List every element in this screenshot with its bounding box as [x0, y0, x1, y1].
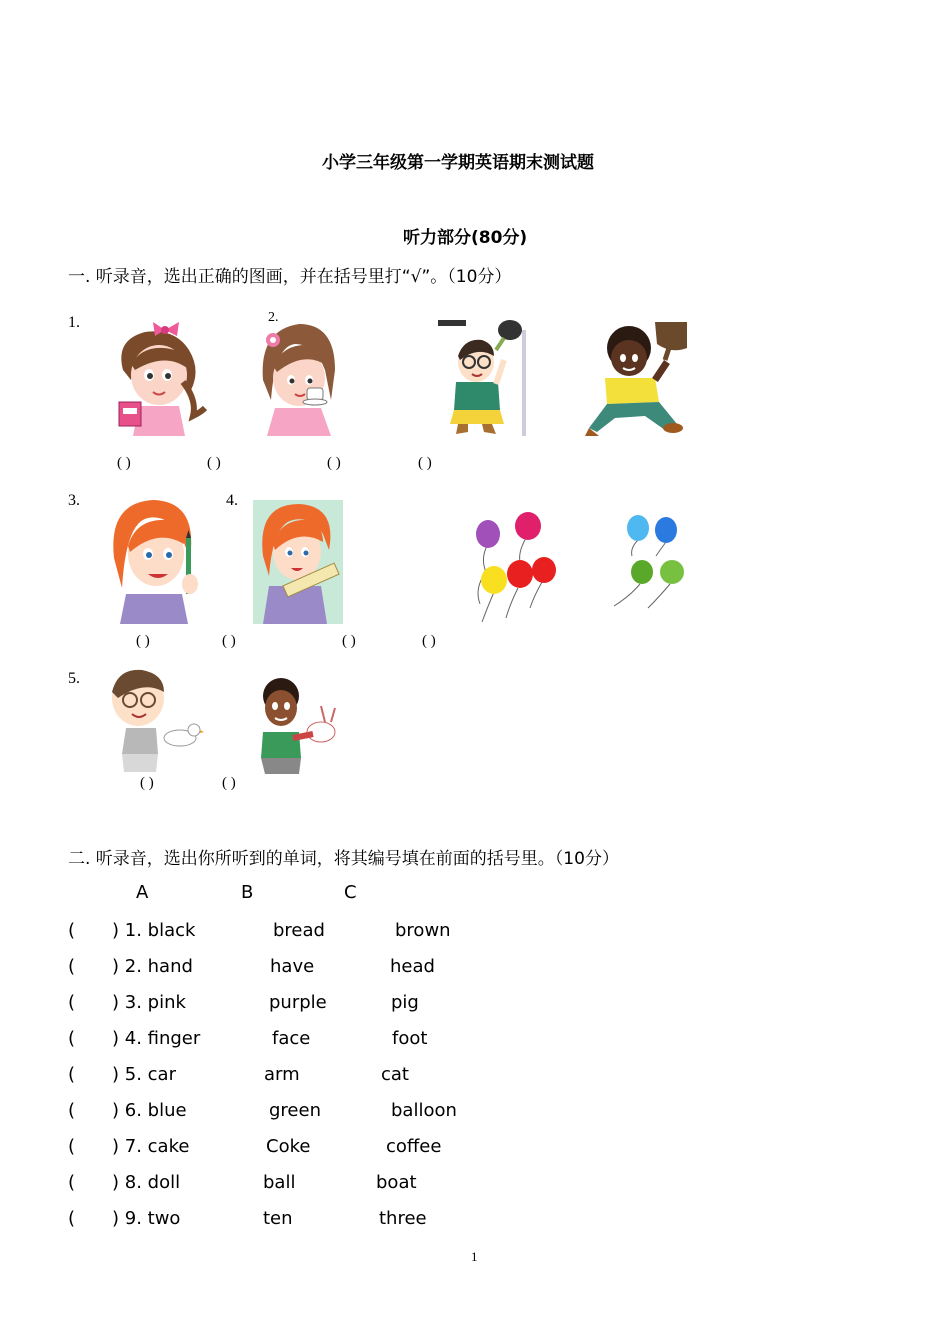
option-a: ) 1. black [112, 920, 196, 941]
section2-heading: 二. 听录音，选出你所听到的单词，将其编号填在前面的括号里。（10分） [68, 849, 619, 869]
answer-open-paren[interactable]: ( [68, 992, 76, 1013]
question-5-number: 5. [68, 670, 80, 687]
option-b: ten [263, 1208, 293, 1229]
column-c-header: C [344, 882, 357, 903]
option-b: ball [263, 1172, 296, 1193]
option-c: pig [391, 992, 419, 1013]
option-a: ) 3. pink [112, 992, 186, 1013]
boy-kneeling-with-paddle-picture [585, 320, 689, 436]
girl-with-pencil-picture [108, 498, 204, 624]
option-b: green [269, 1100, 321, 1121]
answer-paren-4b[interactable]: ( ) [422, 633, 436, 649]
answer-paren-3a[interactable]: ( ) [136, 633, 150, 649]
option-a: ) 6. blue [112, 1100, 187, 1121]
answer-open-paren[interactable]: ( [68, 956, 76, 977]
option-c: brown [395, 920, 451, 941]
option-b: have [270, 956, 315, 977]
column-a-header: A [136, 882, 149, 903]
boy-with-rabbit-picture [255, 676, 343, 776]
option-c: foot [392, 1028, 428, 1049]
option-b: Coke [266, 1136, 311, 1157]
answer-paren-1a[interactable]: ( ) [117, 455, 131, 471]
option-b: purple [269, 992, 327, 1013]
option-a: ) 4. finger [112, 1028, 201, 1049]
question-3-number: 3. [68, 492, 80, 509]
boy-with-paddle-picture [438, 320, 528, 436]
question-1-number: 1. [68, 314, 80, 331]
page-title: 小学三年级第一学期英语期末测试题 [322, 153, 594, 173]
answer-paren-5a[interactable]: ( ) [140, 775, 154, 791]
girl-with-ruler-picture [253, 500, 343, 624]
question-2-number: 2. [268, 310, 279, 325]
answer-paren-3b[interactable]: ( ) [222, 633, 236, 649]
answer-open-paren[interactable]: ( [68, 920, 76, 941]
boy-with-duck-picture [108, 668, 204, 772]
answer-open-paren[interactable]: ( [68, 1136, 76, 1157]
blue-green-balloons-picture [610, 512, 690, 612]
answer-paren-2b[interactable]: ( ) [418, 455, 432, 471]
option-c: boat [376, 1172, 417, 1193]
section1-heading: 一. 听录音，选出正确的图画，并在括号里打“√”。（10分） [68, 267, 512, 287]
answer-paren-5b[interactable]: ( ) [222, 775, 236, 791]
option-c: coffee [386, 1136, 442, 1157]
option-b: bread [273, 920, 325, 941]
section-subtitle: 听力部分(80分) [403, 228, 528, 248]
column-b-header: B [241, 882, 254, 903]
answer-paren-2a[interactable]: ( ) [327, 455, 341, 471]
page-number: 1 [471, 1249, 478, 1264]
answer-open-paren[interactable]: ( [68, 1064, 76, 1085]
option-a: ) 7. cake [112, 1136, 190, 1157]
question-4-number: 4. [226, 492, 238, 509]
answer-paren-1b[interactable]: ( ) [207, 455, 221, 471]
answer-open-paren[interactable]: ( [68, 1028, 76, 1049]
option-b: arm [264, 1064, 300, 1085]
colorful-balloons-picture [466, 512, 562, 624]
option-c: cat [381, 1064, 409, 1085]
answer-paren-4a[interactable]: ( ) [342, 633, 356, 649]
option-a: ) 9. two [112, 1208, 181, 1229]
option-a: ) 8. doll [112, 1172, 181, 1193]
option-c: head [390, 956, 435, 977]
option-b: face [272, 1028, 311, 1049]
answer-open-paren[interactable]: ( [68, 1208, 76, 1229]
option-a: ) 2. hand [112, 956, 193, 977]
girl-with-teacup-picture [255, 320, 345, 436]
girl-with-gift-box-picture [105, 320, 213, 436]
option-c: three [379, 1208, 427, 1229]
answer-open-paren[interactable]: ( [68, 1100, 76, 1121]
answer-open-paren[interactable]: ( [68, 1172, 76, 1193]
option-a: ) 5. car [112, 1064, 176, 1085]
option-c: balloon [391, 1100, 457, 1121]
